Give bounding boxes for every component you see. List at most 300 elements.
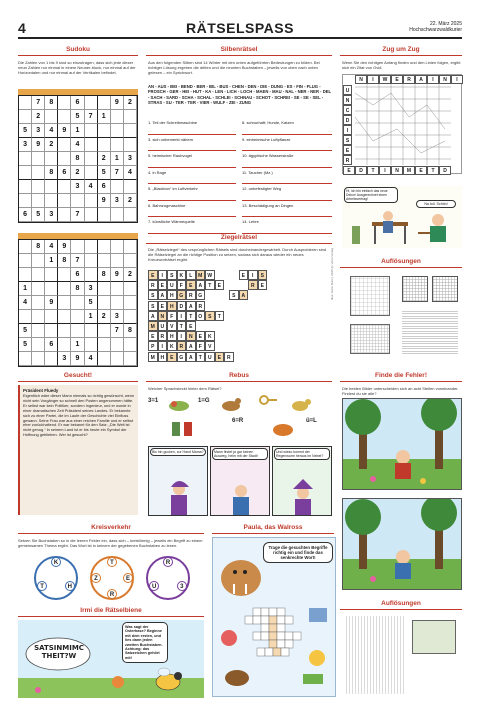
sudoku-easy-cell[interactable] (111, 110, 124, 124)
sudoku-easy-cell[interactable] (32, 152, 45, 166)
sudoku-easy-cell[interactable] (124, 208, 137, 222)
sudoku-medium-cell[interactable] (124, 254, 137, 268)
sudoku-medium-cell[interactable] (58, 324, 71, 338)
comic-bubble-2: Mann findet ja gar keinen Ausweg, heim mit der Stadt! (212, 448, 268, 460)
sudoku-easy-cell[interactable]: 6 (58, 166, 71, 180)
sudoku-medium-cell[interactable] (111, 338, 124, 352)
sudoku-medium-cell[interactable] (58, 310, 71, 324)
sudoku-medium-cell[interactable]: 1 (45, 254, 58, 268)
ziegel-cell[interactable]: A (148, 311, 158, 321)
sudoku-medium-cell[interactable]: 7 (71, 254, 84, 268)
kreis-letter[interactable]: R (107, 589, 117, 599)
sudoku-medium-cell[interactable] (98, 324, 111, 338)
ziegel-cell[interactable]: S (229, 290, 239, 300)
kreis-circles (24, 556, 200, 602)
sudoku-easy-cell[interactable]: 7 (71, 208, 84, 222)
sudoku-easy-cell[interactable]: 3 (32, 124, 45, 138)
kreis-letter[interactable]: Z (91, 573, 101, 583)
sudoku-easy-cell[interactable] (98, 124, 111, 138)
sudoku-medium-cell[interactable] (19, 240, 32, 254)
sudoku-easy-cell[interactable] (124, 124, 137, 138)
sudoku-medium-cell[interactable]: 9 (71, 352, 84, 366)
sudoku-easy-cell[interactable] (19, 152, 32, 166)
ziegel-cell[interactable]: I (248, 270, 258, 280)
sudoku-easy-cell[interactable]: 5 (32, 208, 45, 222)
ziegel-cell[interactable]: K (205, 331, 215, 341)
fehler-image-2 (342, 498, 462, 590)
sudoku-medium-cell[interactable]: 9 (58, 240, 71, 254)
sudoku-medium-cell[interactable]: 8 (58, 254, 71, 268)
zug-letter: I (343, 125, 352, 135)
sudoku-medium-cell[interactable] (124, 282, 137, 296)
ziegel-cell[interactable]: O (196, 311, 206, 321)
irmi-title: Irmi die Rätselbiene (80, 607, 142, 614)
sudoku-medium-cell[interactable]: 8 (98, 268, 111, 282)
sudoku-easy-cell[interactable] (32, 194, 45, 208)
solution-sudoku-1 (402, 276, 428, 302)
sudoku-easy-cell[interactable] (19, 180, 32, 194)
sudoku-medium-cell[interactable]: 6 (45, 338, 58, 352)
sudoku-medium-cell[interactable] (98, 254, 111, 268)
bird-icon (288, 394, 328, 414)
sudoku-easy-cell[interactable] (98, 208, 111, 222)
ziegel-cell[interactable]: E (186, 321, 196, 331)
sudoku-medium-cell[interactable] (124, 338, 137, 352)
sudoku-easy-cell[interactable] (58, 152, 71, 166)
sudoku-medium-cell[interactable] (58, 296, 71, 310)
sudoku-easy-cell[interactable]: 7 (85, 110, 98, 124)
gesucht-rule (18, 381, 138, 382)
sudoku-easy-cell[interactable]: 2 (32, 110, 45, 124)
sudoku-medium-cell[interactable]: 1 (71, 338, 84, 352)
sudoku-medium-cell[interactable] (32, 324, 45, 338)
ziegel-cell[interactable]: G (196, 290, 206, 300)
sudoku-easy-cell[interactable] (58, 96, 71, 110)
sudoku-medium-cell[interactable]: 5 (19, 324, 32, 338)
ziegel-cell[interactable] (224, 280, 248, 290)
sudoku-medium-cell[interactable] (19, 352, 32, 366)
solution-text-block (402, 310, 458, 354)
ziegel-cell[interactable]: T (215, 311, 225, 321)
zug-left-col (343, 85, 352, 165)
kreis-letter[interactable]: H (65, 581, 75, 591)
ziegel-cell[interactable] (215, 270, 239, 280)
zug-letter: I (367, 75, 379, 84)
sudoku-medium-cell[interactable] (85, 254, 98, 268)
ziegel-cell[interactable]: E (158, 280, 168, 290)
sudoku-easy-cell[interactable]: 3 (111, 194, 124, 208)
sudoku-easy-cell[interactable]: 3 (19, 138, 32, 152)
sudoku-easy-cell[interactable] (58, 138, 71, 152)
sudoku-medium-cell[interactable]: 4 (19, 296, 32, 310)
sudoku-easy-cell[interactable]: 6 (19, 208, 32, 222)
sudoku-medium-cell[interactable]: 9 (45, 296, 58, 310)
ziegel-cell[interactable]: E (167, 352, 177, 362)
ziegel-cell[interactable]: K (177, 270, 187, 280)
ziegel-cell[interactable]: F (177, 280, 187, 290)
comic-panel-2 (210, 446, 270, 516)
zug-letter: E (415, 166, 427, 175)
ziegel-cell[interactable]: I (177, 311, 187, 321)
ziegel-cell[interactable]: H (158, 352, 168, 362)
kreis-letter[interactable]: 3 (177, 581, 187, 591)
sudoku-easy-cell[interactable] (111, 138, 124, 152)
sudoku-medium-cell[interactable] (85, 240, 98, 254)
ziegel-cell[interactable]: R (196, 301, 206, 311)
sudoku-medium-cell[interactable]: 5 (85, 296, 98, 310)
zug-bottom-row (343, 166, 463, 175)
ziegel-cell[interactable]: E (148, 331, 158, 341)
ziegel-cell[interactable]: V (205, 341, 215, 351)
sudoku-medium-cell[interactable] (111, 282, 124, 296)
ziegel-cell[interactable]: E (258, 280, 268, 290)
kreis-intro: Setzen Sie Buchstaben so in die leeren Felder ein, dass sich – kreisförmig – jeweils ein Begriff zu einem gemeinsamen Thema ergibt. Das Wort ist in keinem der gegebenen Buchstaben zu lesen. (18, 538, 203, 548)
sudoku-easy-cell[interactable]: 7 (111, 166, 124, 180)
sudoku-easy-cell[interactable] (19, 96, 32, 110)
sudoku-medium-cell[interactable] (111, 240, 124, 254)
sudoku-medium-cell[interactable] (98, 338, 111, 352)
ziegel-cell[interactable]: T (186, 311, 196, 321)
sudoku-medium-cell[interactable]: 5 (19, 338, 32, 352)
ziegel-cell[interactable]: A (196, 280, 206, 290)
sudoku-easy-cell[interactable]: 2 (98, 152, 111, 166)
zug-letter: D (439, 166, 451, 175)
ziegel-cell[interactable]: T (177, 321, 187, 331)
sudoku-easy-cell[interactable] (45, 110, 58, 124)
sudoku-easy-cell[interactable]: 2 (124, 194, 137, 208)
zug-letter: A (415, 75, 427, 84)
kreis-letter[interactable]: K (51, 557, 61, 567)
sudoku-easy-cell[interactable]: 2 (45, 138, 58, 152)
ziegel-cell[interactable]: L (186, 270, 196, 280)
sudoku-easy-cell[interactable]: 4 (71, 138, 84, 152)
ziegel-cell[interactable]: A (186, 352, 196, 362)
sudoku-easy-cell[interactable]: 1 (98, 110, 111, 124)
ziegel-cell[interactable]: M (148, 321, 158, 331)
sudoku-medium-cell[interactable] (58, 282, 71, 296)
ziegel-cell[interactable]: U (205, 352, 215, 362)
sudoku-medium-cell[interactable] (98, 282, 111, 296)
sudoku-easy-cell[interactable] (32, 180, 45, 194)
ziegel-cell[interactable]: F (196, 341, 206, 351)
sudoku-easy-cell[interactable] (111, 208, 124, 222)
sudoku-medium-cell[interactable] (111, 352, 124, 366)
sudoku-medium-cell[interactable] (71, 310, 84, 324)
sudoku-easy-cell[interactable] (111, 124, 124, 138)
irmi-rule (18, 616, 204, 617)
ziegel-cell[interactable]: R (177, 341, 187, 351)
zug-letter: T (367, 166, 379, 175)
sudoku-easy-cell[interactable]: 9 (111, 96, 124, 110)
sudoku-easy-cell[interactable]: 4 (124, 166, 137, 180)
sudoku-easy-cell[interactable]: 9 (58, 124, 71, 138)
sudoku-easy-label-text: leicht (20, 99, 29, 103)
sudoku-easy-cell[interactable] (85, 124, 98, 138)
sudoku-medium-cell[interactable]: 7 (111, 324, 124, 338)
sudoku-medium-cell[interactable] (45, 324, 58, 338)
ziegel-cell[interactable]: K (167, 341, 177, 351)
sudoku-easy-cell[interactable] (111, 180, 124, 194)
sudoku-easy-cell[interactable]: 2 (71, 166, 84, 180)
aufloesungen-solutions (342, 272, 462, 362)
ziegel-cell[interactable]: E (186, 280, 196, 290)
sudoku-medium-cell[interactable] (98, 240, 111, 254)
animal-icon (220, 394, 242, 412)
solution-thumb-2 (412, 620, 456, 654)
sudoku-easy-cell[interactable] (71, 194, 84, 208)
ziegel-cell[interactable]: R (186, 290, 196, 300)
sudoku-medium-cell[interactable] (111, 254, 124, 268)
sudoku-easy-cell[interactable]: 9 (98, 194, 111, 208)
sudoku-easy-cell[interactable] (45, 180, 58, 194)
sudoku-easy-cell[interactable] (85, 194, 98, 208)
sudoku-easy-cell[interactable] (19, 110, 32, 124)
ziegel-cell[interactable]: E (148, 270, 158, 280)
sudoku-easy-cell[interactable] (58, 180, 71, 194)
sudoku-easy-cell[interactable] (124, 180, 137, 194)
ziegel-cell[interactable]: R (148, 280, 158, 290)
ziegel-cell[interactable]: R (224, 352, 234, 362)
sudoku-medium-cell[interactable] (71, 324, 84, 338)
kreis-letter[interactable]: U (149, 581, 159, 591)
kreis-circle (34, 556, 78, 600)
sudoku-medium-cell[interactable]: 4 (85, 352, 98, 366)
aufloesungen-title: Auflösungen (381, 258, 421, 265)
sudoku-medium-cell[interactable] (85, 338, 98, 352)
sudoku-medium-cell[interactable]: 8 (71, 282, 84, 296)
sudoku-easy-cell[interactable]: 5 (98, 166, 111, 180)
kreis-rule (18, 533, 204, 534)
sudoku-medium-cell[interactable] (124, 310, 137, 324)
ziegel-row (148, 321, 332, 331)
sudoku-easy-cell[interactable]: 3 (45, 208, 58, 222)
vegetable-icon (168, 396, 190, 412)
ziegel-cell[interactable]: I (158, 341, 168, 351)
sudoku-easy-cell[interactable] (98, 138, 111, 152)
sudoku-easy-cell[interactable] (58, 110, 71, 124)
sudoku-easy-cell[interactable]: 7 (32, 96, 45, 110)
sudoku-title: Sudoku (66, 46, 90, 53)
sudoku-medium-cell[interactable] (58, 338, 71, 352)
sudoku-medium-cell[interactable] (19, 310, 32, 324)
zug-letter: U (343, 85, 352, 95)
sudoku-easy-cell[interactable] (98, 96, 111, 110)
sudoku-easy-cell[interactable] (124, 138, 137, 152)
ziegel-row (148, 270, 332, 280)
kreis-letter[interactable]: E (123, 573, 133, 583)
sudoku-medium-cell[interactable] (32, 310, 45, 324)
zug-letter: S (343, 135, 352, 145)
sudoku-medium-cell[interactable] (32, 282, 45, 296)
ziegel-cell[interactable]: H (167, 301, 177, 311)
sudoku-easy-cell[interactable] (32, 166, 45, 180)
sudoku-easy-cell[interactable]: 4 (45, 124, 58, 138)
aufloesungen2-block (342, 614, 462, 698)
ziegel-title: Ziegelrätsel (220, 234, 258, 241)
sudoku-easy-cell[interactable] (58, 194, 71, 208)
sudoku-medium-cell[interactable]: 8 (32, 240, 45, 254)
sudoku-medium-cell[interactable]: 2 (124, 268, 137, 282)
sudoku-medium-cell[interactable] (32, 268, 45, 282)
ziegel-cell[interactable]: E (215, 280, 225, 290)
sudoku-medium-cell[interactable] (85, 324, 98, 338)
sudoku-easy-cell[interactable]: 8 (71, 152, 84, 166)
silben-title: Silbenrätsel (220, 46, 258, 53)
ziegel-cell[interactable]: S (167, 270, 177, 280)
zug-letter: I (379, 166, 391, 175)
ziegel-cell[interactable]: I (177, 331, 187, 341)
ziegel-cell[interactable]: A (239, 290, 249, 300)
zug-letter: R (403, 75, 415, 84)
sudoku-easy-cell[interactable]: 9 (32, 138, 45, 152)
ziegel-cell[interactable]: U (167, 280, 177, 290)
sudoku-medium-cell[interactable] (32, 338, 45, 352)
sudoku-easy-cell[interactable] (19, 166, 32, 180)
sudoku-medium-cell[interactable] (98, 352, 111, 366)
sudoku-medium-cell[interactable] (45, 282, 58, 296)
ziegel-cell[interactable]: T (205, 280, 215, 290)
sudoku-medium-cell[interactable]: 1 (85, 310, 98, 324)
sudoku-medium-cell[interactable] (111, 296, 124, 310)
sudoku-easy-cell[interactable]: 3 (71, 180, 84, 194)
ziegel-cell[interactable]: V (167, 321, 177, 331)
office-cartoon (342, 186, 462, 248)
sudoku-easy-cell[interactable]: 1 (111, 152, 124, 166)
ziegel-cell[interactable]: E (239, 270, 249, 280)
ziegel-cell[interactable]: S (205, 311, 215, 321)
sudoku-medium-cell[interactable]: 8 (124, 324, 137, 338)
sudoku-easy-cell[interactable]: 5 (19, 124, 32, 138)
sudoku-medium-cell[interactable] (45, 310, 58, 324)
sudoku-medium-cell[interactable] (98, 296, 111, 310)
sudoku-easy-cell[interactable] (85, 96, 98, 110)
zug-letter: E (343, 145, 352, 155)
sudoku-easy-cell[interactable]: 5 (71, 110, 84, 124)
silben-clue: 10. ägyptische Wassersiraße (242, 151, 332, 168)
kreis-letter[interactable]: T (107, 557, 117, 567)
sudoku-medium-cell[interactable] (32, 296, 45, 310)
ziegel-cell[interactable]: A (186, 301, 196, 311)
sudoku-easy-cell[interactable] (85, 138, 98, 152)
zug-letter: D (343, 115, 352, 125)
sudoku-medium-cell[interactable]: 4 (45, 240, 58, 254)
sudoku-medium-cell[interactable]: 3 (58, 352, 71, 366)
sudoku-medium-cell[interactable]: 2 (98, 310, 111, 324)
ziegel-cell[interactable]: U (158, 321, 168, 331)
ziegel-cell[interactable]: E (158, 301, 168, 311)
sudoku-medium-cell[interactable] (19, 254, 32, 268)
sudoku-medium-cell[interactable] (124, 296, 137, 310)
sudoku-medium-cell[interactable] (45, 352, 58, 366)
zug-rule (340, 55, 462, 56)
zug-top-row (343, 75, 463, 84)
sudoku-medium-cell[interactable] (32, 352, 45, 366)
ziegel-cell[interactable]: T (196, 352, 206, 362)
ziegel-cell[interactable]: E (196, 331, 206, 341)
ziegel-cell[interactable]: N (186, 331, 196, 341)
sudoku-medium-cell[interactable] (71, 240, 84, 254)
ziegel-cell[interactable]: G (177, 352, 187, 362)
sudoku-easy-cell[interactable]: 6 (71, 96, 84, 110)
gesucht-box (18, 385, 138, 515)
sudoku-easy-cell[interactable]: 6 (98, 180, 111, 194)
sudoku-medium-cell[interactable]: 1 (19, 282, 32, 296)
sudoku-easy-cell[interactable] (124, 110, 137, 124)
sudoku-medium-cell[interactable]: 9 (111, 268, 124, 282)
sudoku-medium-cell[interactable]: 6 (71, 268, 84, 282)
sudoku-easy-cell[interactable] (85, 152, 98, 166)
ziegel-cell[interactable]: G (177, 290, 187, 300)
sudoku-medium-cell[interactable]: 3 (111, 310, 124, 324)
paula-rule (212, 533, 334, 534)
rebus-eq3: 6=R (232, 418, 244, 424)
irmi-sign: SATSINMIMC THEIT?W (34, 644, 84, 660)
ziegel-cell[interactable]: R (158, 331, 168, 341)
ziegel-cell[interactable]: N (158, 311, 168, 321)
sudoku-easy-cell[interactable]: 8 (45, 166, 58, 180)
sudoku-easy-cell[interactable] (45, 152, 58, 166)
kreis-letter[interactable]: T (37, 581, 47, 591)
ziegel-cell[interactable]: H (167, 290, 177, 300)
sudoku-medium-cell[interactable] (45, 268, 58, 282)
ziegel-cell[interactable]: H (167, 331, 177, 341)
sudoku-easy-cell[interactable] (19, 194, 32, 208)
ziegel-cell[interactable]: S (258, 270, 268, 280)
kreis-letter[interactable]: R (163, 557, 173, 567)
ziegel-cell[interactable]: M (196, 270, 206, 280)
zug-letter: E (391, 75, 403, 84)
sudoku-medium-cell[interactable] (71, 296, 84, 310)
sudoku-medium-cell[interactable]: 3 (85, 282, 98, 296)
ziegel-cell[interactable]: M (148, 352, 158, 362)
ziegel-cell[interactable]: A (158, 290, 168, 300)
aufloesungen2-rule (340, 609, 462, 610)
ziegel-cell[interactable]: I (158, 270, 168, 280)
sudoku-medium-cell[interactable] (32, 254, 45, 268)
ziegel-cell[interactable] (205, 290, 229, 300)
sudoku-medium-cell[interactable] (124, 352, 137, 366)
ziegel-cell[interactable]: R (248, 280, 258, 290)
sudoku-easy-cell[interactable] (45, 194, 58, 208)
sudoku-easy-cell[interactable] (85, 208, 98, 222)
ziegel-cell[interactable]: A (186, 341, 196, 351)
zug-letter: N (439, 75, 451, 84)
sudoku-easy-cell[interactable]: 2 (124, 96, 137, 110)
ziegel-cell[interactable]: F (167, 311, 177, 321)
sudoku-medium-cell[interactable] (58, 268, 71, 282)
sudoku-easy-cell[interactable]: 3 (124, 152, 137, 166)
sudoku-medium-cell[interactable] (124, 240, 137, 254)
aufloesungen-rule (340, 267, 462, 268)
silben-clue: 3. sich unbemerkt nähern (148, 135, 236, 152)
ziegel-cell[interactable]: D (177, 301, 187, 311)
sudoku-medium-cell[interactable] (85, 268, 98, 282)
ziegel-cell[interactable]: S (148, 290, 158, 300)
ziegel-cell[interactable]: W (205, 270, 215, 280)
sudoku-medium-cell[interactable] (19, 268, 32, 282)
ziegel-cell[interactable]: E (215, 352, 225, 362)
ziegel-cell[interactable]: P (148, 341, 158, 351)
sudoku-easy-cell[interactable]: 1 (71, 124, 84, 138)
ziegel-cell[interactable]: S (148, 301, 158, 311)
ziegel-row (148, 290, 332, 300)
sudoku-easy-cell[interactable] (85, 166, 98, 180)
sudoku-easy-cell[interactable]: 4 (85, 180, 98, 194)
sudoku-easy-cell[interactable] (58, 208, 71, 222)
ziegel-row (148, 280, 332, 290)
silben-clue: 9. einheimische Luftpflanze (242, 135, 332, 152)
sudoku-easy-cell[interactable]: 8 (45, 96, 58, 110)
